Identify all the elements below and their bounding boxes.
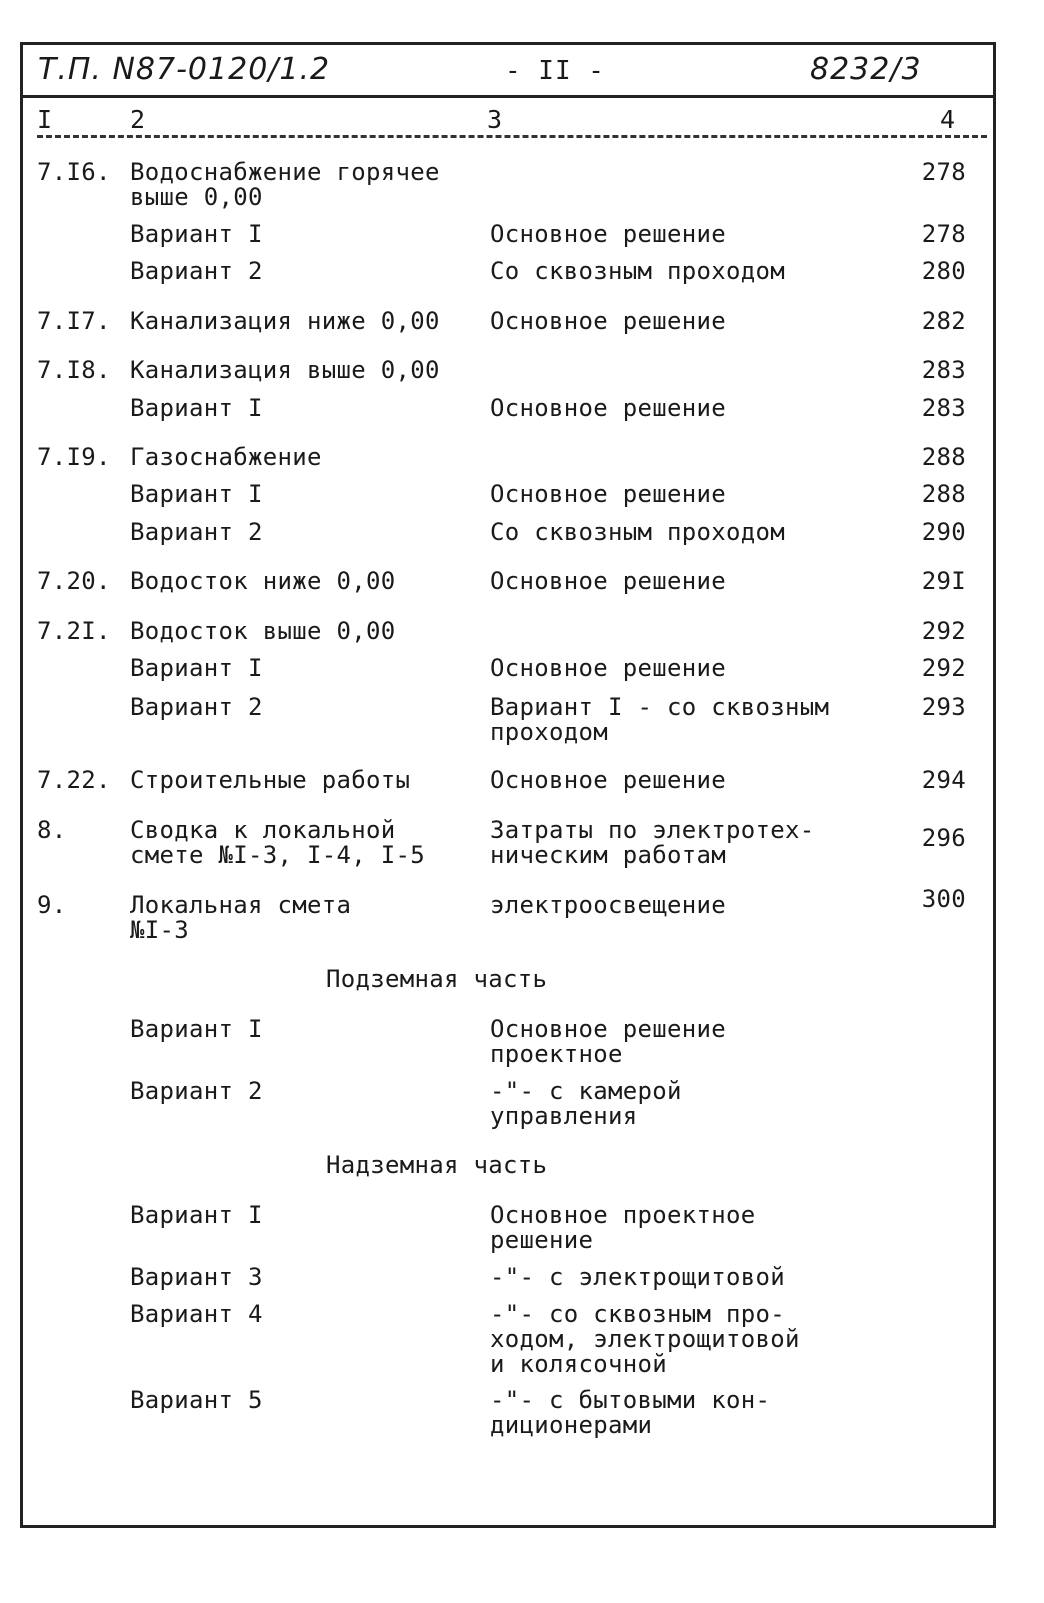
item-description: -"- с камерой управления bbox=[490, 1077, 682, 1130]
item-page: 283 bbox=[921, 394, 966, 422]
item-name: Газоснабжение bbox=[130, 443, 322, 471]
item-page: 292 bbox=[921, 617, 966, 645]
col-num-1: I bbox=[37, 105, 53, 134]
item-description: электроосвещение bbox=[490, 891, 726, 919]
item-name: Вариант I bbox=[130, 1015, 263, 1043]
item-name: Строительные работы bbox=[130, 766, 411, 794]
item-description: Основное решение bbox=[490, 766, 726, 794]
item-page: 293 bbox=[921, 693, 966, 721]
item-description: Основное решение bbox=[490, 480, 726, 508]
item-page: 294 bbox=[921, 766, 966, 794]
item-page: 280 bbox=[921, 257, 966, 285]
item-name: Вариант I bbox=[130, 480, 263, 508]
item-name: Вариант 2 bbox=[130, 693, 263, 721]
item-description: Основное решение bbox=[490, 654, 726, 682]
item-description: -"- с бытовыми кон- диционерами bbox=[490, 1386, 771, 1439]
item-name: Вариант I bbox=[130, 1201, 263, 1229]
item-name: Вариант 2 bbox=[130, 1077, 263, 1105]
col-num-3: 3 bbox=[487, 105, 503, 134]
item-description: Основное решение bbox=[490, 394, 726, 422]
item-page: 290 bbox=[921, 518, 966, 546]
item-description: Основное решение проектное bbox=[490, 1015, 726, 1068]
section-heading: Надземная часть bbox=[326, 1151, 548, 1179]
col-num-4: 4 bbox=[940, 105, 956, 134]
item-name: Сводка к локальной смете №I-3, I-4, I-5 bbox=[130, 816, 425, 869]
page-number: - II - bbox=[505, 56, 605, 86]
item-description: Основное решение bbox=[490, 567, 726, 595]
item-page: 282 bbox=[921, 307, 966, 335]
item-name: Вариант 5 bbox=[130, 1386, 263, 1414]
item-name: Вариант 2 bbox=[130, 257, 263, 285]
item-description: Затраты по электротех- ническим работам bbox=[490, 816, 815, 869]
item-page: 288 bbox=[921, 443, 966, 471]
column-numbers bbox=[37, 105, 987, 138]
item-page: 296 bbox=[921, 824, 966, 852]
item-name: Водосток ниже 0,00 bbox=[130, 567, 396, 595]
item-name: Вариант I bbox=[130, 394, 263, 422]
item-name: Вариант 2 bbox=[130, 518, 263, 546]
item-description: Со сквозным проходом bbox=[490, 518, 785, 546]
item-page: 278 bbox=[921, 220, 966, 248]
item-name: Канализация выше 0,00 bbox=[130, 356, 440, 384]
item-description: Основное решение bbox=[490, 220, 726, 248]
item-name: Вариант 4 bbox=[130, 1300, 263, 1328]
item-description: Со сквозным проходом bbox=[490, 257, 785, 285]
item-name: Канализация ниже 0,00 bbox=[130, 307, 440, 335]
header-divider bbox=[20, 95, 996, 98]
inventory-number: 8232/3 bbox=[810, 52, 922, 87]
item-name: Вариант I bbox=[130, 654, 263, 682]
item-description: -"- с электрощитовой bbox=[490, 1263, 785, 1291]
item-name: Вариант 3 bbox=[130, 1263, 263, 1291]
item-number: 7.I6. bbox=[37, 158, 111, 186]
col-num-2: 2 bbox=[130, 105, 146, 134]
item-page: 288 bbox=[921, 480, 966, 508]
item-page: 300 bbox=[921, 885, 966, 913]
item-description: -"- со сквозным про- ходом, электрощитовой и колясочной bbox=[490, 1300, 800, 1378]
item-number: 7.I9. bbox=[37, 443, 111, 471]
item-number: 7.2I. bbox=[37, 617, 111, 645]
section-heading: Подземная часть bbox=[326, 965, 548, 993]
item-description: Основное решение bbox=[490, 307, 726, 335]
item-page: 278 bbox=[921, 158, 966, 186]
item-page: 283 bbox=[921, 356, 966, 384]
item-name: Локальная смета №I-3 bbox=[130, 891, 352, 944]
item-name: Водосток выше 0,00 bbox=[130, 617, 396, 645]
item-description: Основное проектное решение bbox=[490, 1201, 756, 1254]
item-number: 9. bbox=[37, 891, 67, 919]
item-number: 7.20. bbox=[37, 567, 111, 595]
item-description: Вариант I - со сквозным проходом bbox=[490, 693, 830, 746]
item-page: 29I bbox=[921, 567, 966, 595]
doc-code: Т.П. N87-0120/1.2 bbox=[38, 52, 331, 87]
item-number: 8. bbox=[37, 816, 67, 844]
item-number: 7.22. bbox=[37, 766, 111, 794]
item-page: 292 bbox=[921, 654, 966, 682]
item-number: 7.I8. bbox=[37, 356, 111, 384]
item-name: Вариант I bbox=[130, 220, 263, 248]
item-name: Водоснабжение горячее выше 0,00 bbox=[130, 158, 440, 211]
item-number: 7.I7. bbox=[37, 307, 111, 335]
